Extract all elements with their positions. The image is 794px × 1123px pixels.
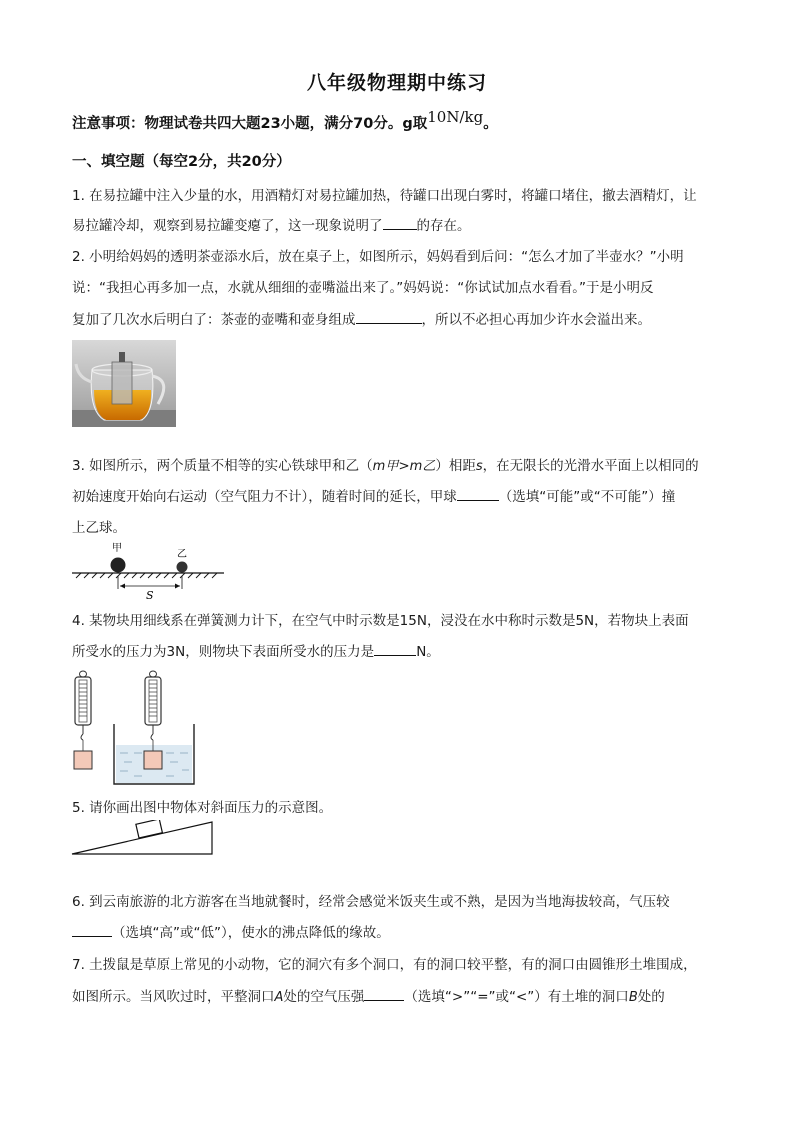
ball-jia (111, 558, 126, 573)
q2-text-b: ，所以不必担心再加少许水会溢出来。 (421, 312, 651, 328)
q7-text-d: 处的 (637, 989, 665, 1005)
q6-blank[interactable] (72, 924, 112, 937)
q7-a: A (274, 990, 284, 1005)
notice-suffix: 。 (483, 116, 498, 132)
q3-text-e: （选填“可能”或“不可能”）撞 (498, 489, 676, 505)
q3-text-b: ）相距 (435, 458, 476, 474)
q1-line2 (72, 214, 471, 234)
q4-text-b: N。 (416, 644, 440, 660)
ball-yi (177, 562, 188, 573)
spring-scale-water (114, 671, 194, 784)
q3-line1 (72, 454, 699, 474)
q3-line3: 上乙球。 (72, 520, 126, 536)
label-jia: 甲 (112, 543, 122, 554)
q1-blank[interactable] (383, 217, 417, 230)
q7-blank[interactable] (364, 988, 404, 1001)
q3-m2: m乙 (409, 459, 436, 474)
notice-unit: 10N/kg (427, 108, 484, 126)
q4-text-a: 所受水的压力为3N，则物块下表面所受水的压力是 (72, 644, 375, 660)
notice-line (72, 108, 498, 133)
q5-line1: 5. 请你画出图中物体对斜面压力的示意图。 (72, 800, 333, 816)
teapot-photo (72, 340, 176, 427)
q2-text-a: 复加了几次水后明白了：茶壶的壶嘴和壶身组成 (72, 312, 356, 328)
q7-line2 (72, 985, 665, 1005)
ground-hatch (76, 573, 217, 578)
label-yi: 乙 (177, 549, 187, 560)
q1-text-a: 易拉罐冷却，观察到易拉罐变瘪了，这一现象说明了 (72, 218, 383, 234)
spring-scale-figure (70, 668, 200, 785)
q7-text-b: 处的空气压强 (283, 989, 365, 1005)
incline-figure (70, 820, 216, 856)
section-heading: 一、填空题（每空2分，共20分） (72, 154, 291, 170)
q3-s: s (475, 459, 483, 474)
q6-text-b: （选填“高”或“低”），使水的沸点降低的缘故。 (112, 925, 390, 941)
q7-text-a: 如图所示。当风吹过时，平整洞口 (72, 989, 275, 1005)
q2-blank[interactable] (356, 311, 422, 324)
q7-line1: 7. 土拨鼠是草原上常见的小动物，它的洞穴有多个洞口，有的洞口较平整，有的洞口由圆锥形土堆围成， (72, 957, 697, 973)
q3-m1: m甲 (372, 459, 399, 474)
q3-text-a: 3. 如图所示，两个质量不相等的实心铁球甲和乙（ (72, 458, 373, 474)
notice-text: 注意事项：物理试卷共四大题23小题，满分70分。g取 (72, 116, 428, 132)
q1-text-b: 的存在。 (416, 218, 471, 234)
two-balls-figure (70, 540, 226, 602)
q3-line2 (72, 485, 675, 505)
label-s: S (146, 589, 154, 602)
q7-text-c: （选填“>”“=”或“<”）有土堆的洞口 (404, 989, 629, 1005)
q1-line1: 1. 在易拉罐中注入少量的水，用酒精灯对易拉罐加热，待罐口出现白雾时，将罐口堵住，撤去酒精灯，让 (72, 188, 697, 204)
block-on-incline (136, 820, 163, 838)
page-title: 八年级物理期中练习 (306, 72, 487, 94)
q4-line1: 4. 某物块用细线系在弹簧测力计下，在空气中时示数是15N，浸没在水中称时示数是5N，若物块上表面 (72, 613, 689, 629)
q3-blank[interactable] (457, 488, 499, 501)
q3-gt: > (398, 458, 410, 474)
q2-line3 (72, 308, 651, 328)
q4-line2 (72, 640, 440, 660)
q6-line1: 6. 到云南旅游的北方游客在当地就餐时，经常会感觉米饭夹生或不熟，是因为当地海拔较高，气压较 (72, 894, 670, 910)
q3-text-c: ，在无限长的光滑水平面上以相同的 (482, 458, 699, 474)
q4-blank[interactable] (374, 643, 416, 656)
q3-text-d: 初始速度开始向右运动（空气阻力不计），随着时间的延长，甲球 (72, 489, 457, 505)
q6-line2 (72, 921, 390, 941)
q2-line1: 2. 小明给妈妈的透明茶壶添水后，放在桌子上，如图所示，妈妈看到后问：“怎么才加了半壶水？”小明 (72, 249, 684, 265)
q2-line2: 说：“我担心再多加一点，水就从细细的壶嘴溢出来了。”妈妈说：“你试试加点水看看。”于是小明反 (72, 280, 654, 296)
spring-scale-air (74, 671, 92, 769)
q7-b: B (628, 990, 638, 1005)
